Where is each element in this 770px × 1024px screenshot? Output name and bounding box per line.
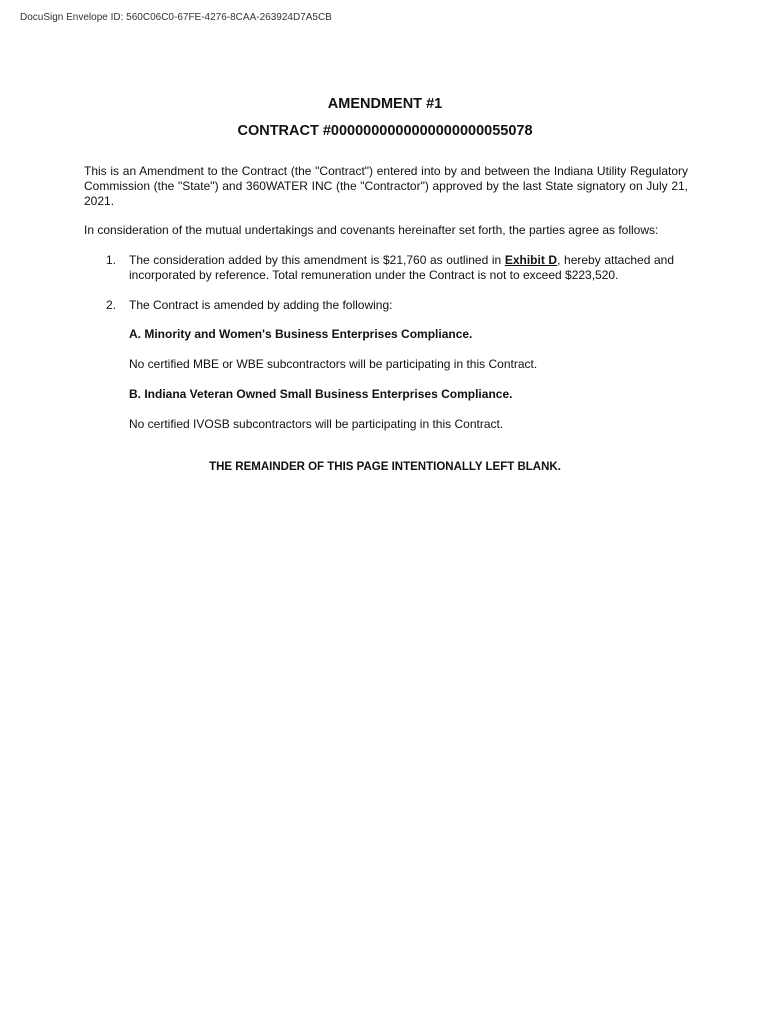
exhibit-d-link[interactable]: Exhibit D bbox=[504, 253, 558, 267]
section-a-heading: A. Minority and Women's Business Enterprises Compliance. bbox=[129, 327, 473, 341]
list-item-text-after: , hereby attached and incorporated by reference. Total remuneration under the Contract is not to exceed $223,520. bbox=[129, 253, 674, 282]
document-title: AMENDMENT #1 bbox=[327, 96, 443, 112]
list-item-body: The Contract is amended by adding the following: bbox=[129, 298, 393, 312]
section-a-text: No certified MBE or WBE subcontractors will be participating in this Contract. bbox=[129, 357, 538, 371]
list-item-number: 1. bbox=[106, 253, 117, 267]
list-item-number: 2. bbox=[106, 298, 117, 312]
remainder-notice: THE REMAINDER OF THIS PAGE INTENTIONALLY LEFT BLANK. bbox=[209, 461, 561, 473]
section-b-heading: B. Indiana Veteran Owned Small Business Enterprises Compliance. bbox=[129, 387, 513, 401]
list-item-body bbox=[129, 253, 674, 283]
section-b-text: No certified IVOSB subcontractors will be participating in this Contract. bbox=[129, 417, 504, 431]
envelope-id: DocuSign Envelope ID: 560C06C0-67FE-4276-8CAA-263924D7A5CB bbox=[20, 12, 332, 23]
list-item-text-before: The consideration added by this amendment is $21,760 as outlined in bbox=[129, 253, 505, 267]
consideration-paragraph: In consideration of the mutual undertakings and covenants hereinafter set forth, the parties agree as follows: bbox=[84, 223, 659, 237]
contract-number: CONTRACT #0000000000000000000055078 bbox=[237, 123, 533, 139]
intro-paragraph: This is an Amendment to the Contract (the "Contract") entered into by and between the Indiana Utility Regulatory Commission (the "State") and 360WATER INC (the "Contractor") approved by the last State signatory on July 21, 2021. bbox=[84, 164, 688, 208]
